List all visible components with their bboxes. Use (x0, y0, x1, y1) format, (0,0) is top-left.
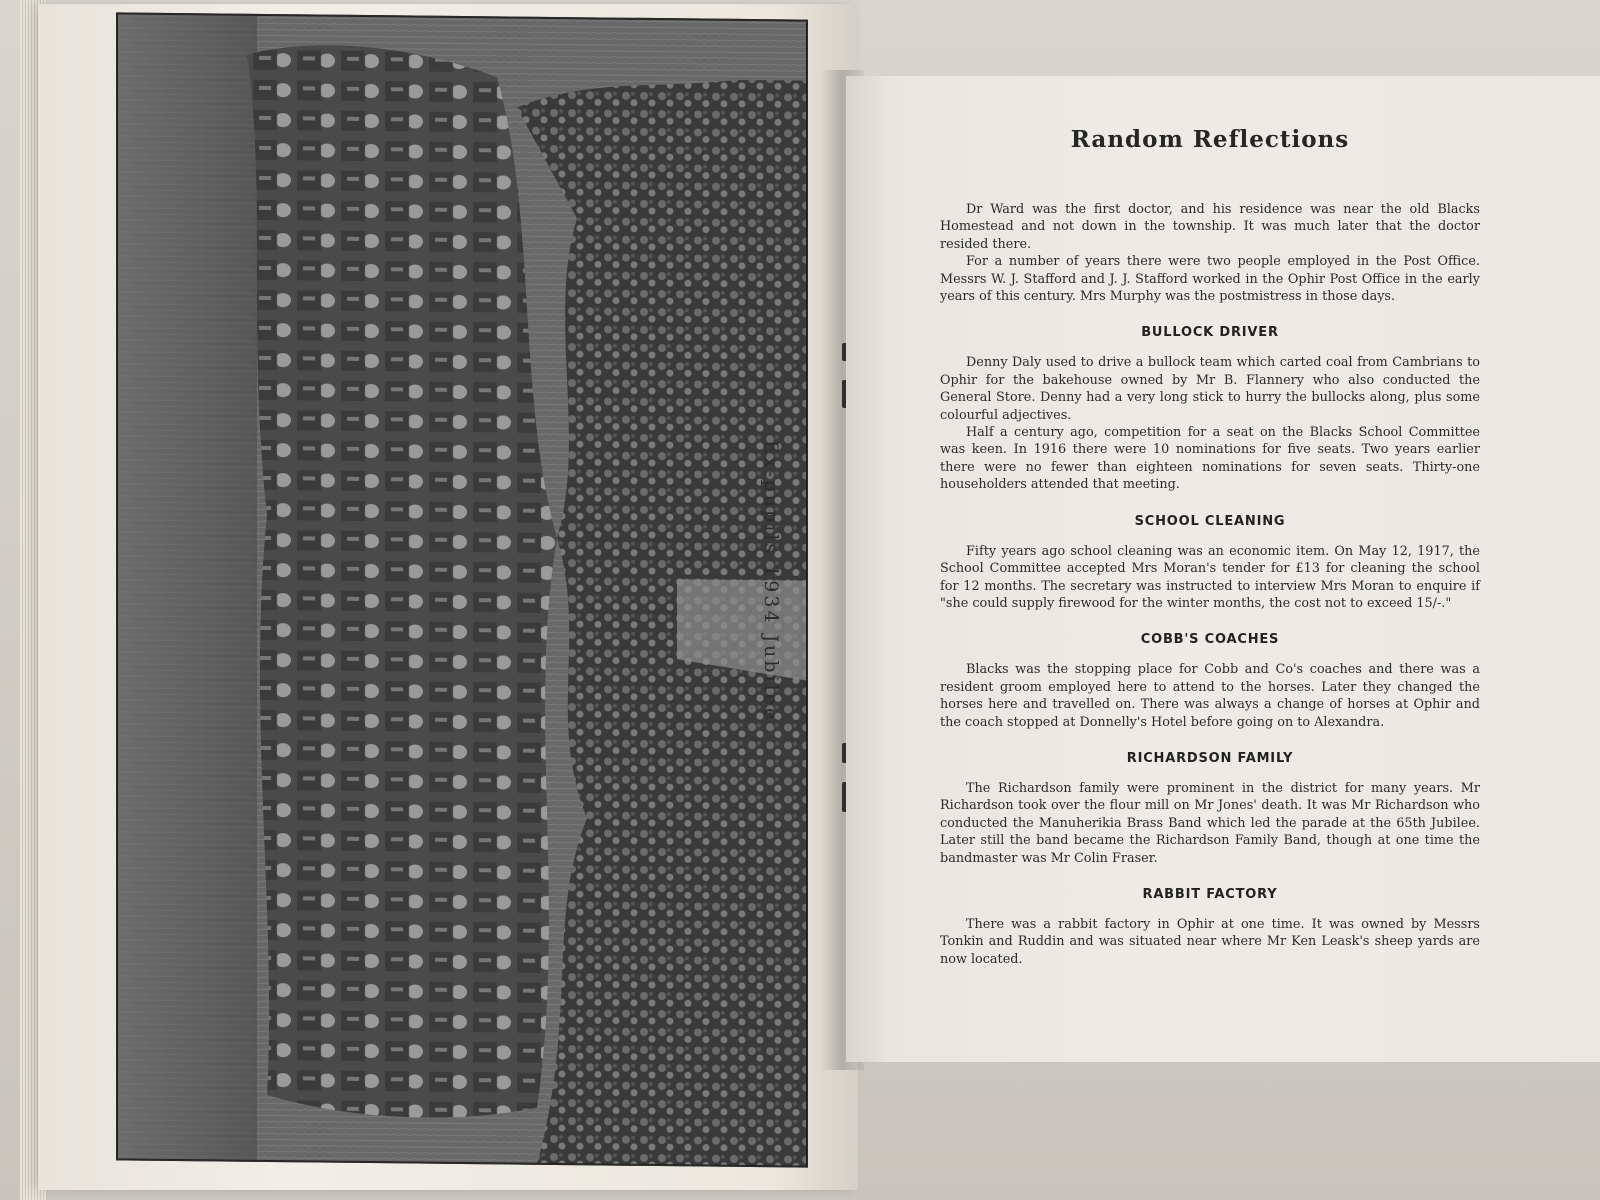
article (940, 126, 1480, 972)
section-heading: COBB'S COACHES (1140, 632, 1280, 648)
section-cobbs-coaches (940, 632, 1480, 731)
paragraph: For a number of years there were two people employed in the Post Office. Messrs W. J. Stafford and J. J. Stafford worked in the Ophir Post Office in the early years of this century. Mrs Murphy was the postmistress in those days. (940, 254, 1480, 305)
group-photograph (116, 12, 808, 1167)
section-heading: BULLOCK DRIVER (1141, 325, 1279, 341)
paragraph: There was a rabbit factory in Ophir at one time. It was owned by Messrs Tonkin and Ruddin and was situated near where Mr Ken Leask's sheep yards are now located. (940, 916, 1480, 967)
paragraph: Half a century ago, competition for a seat on the Blacks School Committee was keen. In 1916 there were 10 nominations for five seats. Two years earlier there were no fewer than eighteen nominations for seven seats. Thirty-one householders attended that meeting. (940, 425, 1480, 493)
section-heading: SCHOOL CLEANING (1134, 513, 1286, 529)
paragraph: Fifty years ago school cleaning was an economic item. On May 12, 1917, the School Committee accepted Mrs Moran's tender for £13 for cleaning the school for 12 months. The secretary was instructed to interview Mrs Moran to enquire if "she could supply firewood for the winter months, the cost not to exceed 15/-." (940, 543, 1480, 611)
paragraph: Blacks was the stopping place for Cobb and Co's coaches and there was a resident groom employed here to attend to the horses. Later they changed the horses here and travelled on. There was always a change of horses at Ophir and the coach stopped at Donnelly's Hotel before going on to Alexandra. (940, 662, 1480, 730)
section-bullock-driver (940, 325, 1480, 493)
paragraph: Dr Ward was the first doctor, and his residence was near the old Blacks Homestead and not down in the township. It was much later that the doctor resided there. (940, 202, 1480, 252)
section-richardson-family (940, 751, 1480, 867)
section-school-cleaning (940, 514, 1480, 613)
photo-caption: Ex-pupils 1934 Jubilee (760, 440, 782, 723)
intro-section (940, 201, 1480, 305)
paragraph: The Richardson family were prominent in the district for many years. Mr Richardson took over the flour mill on Mr Jones' death. It was Mr Richardson who conducted the Manuherikia Brass Band which led the parade at the 65th Jubilee. Later still the band became the Richardson Family Band, though at one time the bandmaster was Mr Colin Fraser. (940, 780, 1480, 866)
page-title: Random Reflections (1070, 126, 1350, 153)
group-photo-image (117, 13, 807, 1166)
section-rabbit-factory (940, 887, 1480, 968)
right-page (846, 76, 1600, 1062)
paragraph: Denny Daly used to drive a bullock team which carted coal from Cambrians to Ophir for the bakehouse owned by Mr B. Flannery who also conducted the General Store. Denny had a very long stick to hurry the bullocks along, plus some colourful adjectives. (940, 355, 1480, 423)
section-heading: RABBIT FACTORY (1142, 886, 1278, 902)
section-heading: RICHARDSON FAMILY (1126, 750, 1294, 766)
